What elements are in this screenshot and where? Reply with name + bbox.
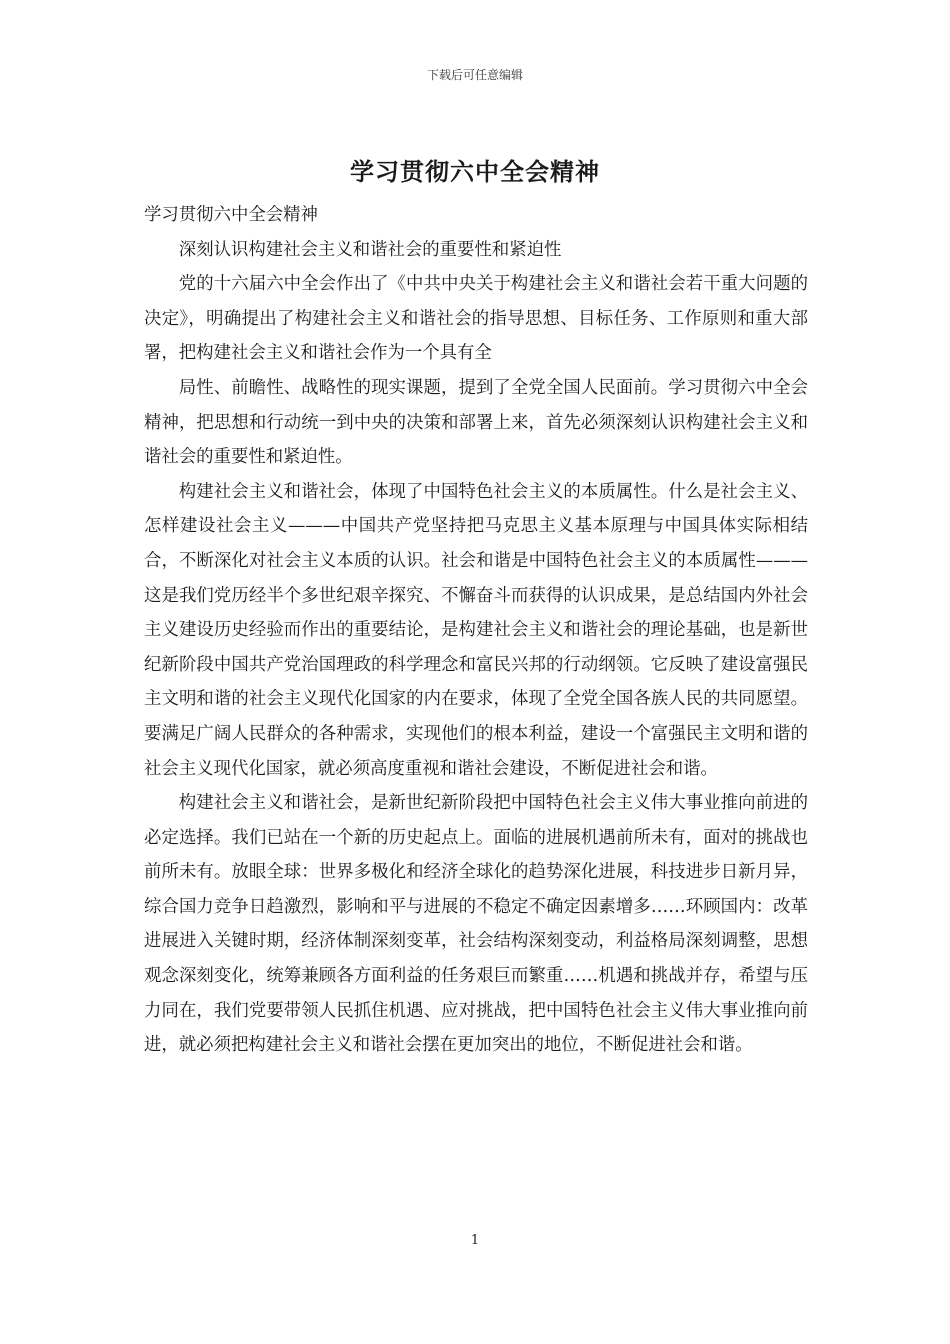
paragraph-1: 党的十六届六中全会作出了《中共中央关于构建社会主义和谐社会若干重大问题的决定》，明确提出了构建社会主义和谐社会的指导思想、目标任务、工作原则和重大部署，把构建社会主义和谐社会作为一个具有全 [144,274,808,364]
paragraph-3: 构建社会主义和谐社会，体现了中国特色社会主义的本质属性。什么是社会主义、怎样建设社会主义———中国共产党坚持把马克思主义基本原理与中国具体实际相结合，不断深化对社会主义本质的认识。社会和谐是中国特色社会主义的本质属性———这是我们党历经半个多世纪艰辛探究、不懈奋斗而获得的认识成果，是总结国内外社会主义建设历史经验而作出的重要结论，是构建社会主义和谐社会的理论基础，也是新世纪新阶段中国共产党治国理政的科学理念和富民兴邦的行动纲领。它反映了建设富强民主文明和谐的社会主义现代化国家的内在要求，体现了全党全国各族人民的共同愿望。要满足广阔人民群众的各种需求，实现他们的根本利益，建设一个富强民主文明和谐的社会主义现代化国家，就必须高度重视和谐社会建设，不断促进社会和谐。 [144,481,808,779]
header-note: 下载后可任意编辑 [426,68,523,82]
page-number: 1 [470,1233,480,1248]
paragraph-2: 局性、前瞻性、战略性的现实课题，提到了全党全国人民面前。学习贯彻六中全会精神，把思想和行动统一到中央的决策和部署上来，首先必须深刻认识构建社会主义和谐社会的重要性和紧迫性。 [144,377,808,468]
section-heading: 深刻认识构建社会主义和谐社会的重要性和紧迫性 [178,239,562,260]
document-body [144,198,808,1063]
document-subtitle: 学习贯彻六中全会精神 [144,205,318,225]
paragraph-4: 构建社会主义和谐社会，是新世纪新阶段把中国特色社会主义伟大事业推向前进的必定选择。我们已站在一个新的历史起点上。面临的进展机遇前所未有，面对的挑战也前所未有。放眼全球：世界多极化和经济全球化的趋势深化进展，科技进步日新月异，综合国力竞争日趋激烈，影响和平与进展的不稳定不确定因素增多……环顾国内：改革进展进入关键时期，经济体制深刻变革，社会结构深刻变动，利益格局深刻调整，思想观念深刻变化，统筹兼顾各方面利益的任务艰巨而繁重……机遇和挑战并存，希望与压力同在，我们党要带领人民抓住机遇、应对挑战，把中国特色社会主义伟大事业推向前进，就必须把构建社会主义和谐社会摆在更加突出的地位，不断促进社会和谐。 [144,793,808,1056]
document-title: 学习贯彻六中全会精神 [350,157,600,186]
